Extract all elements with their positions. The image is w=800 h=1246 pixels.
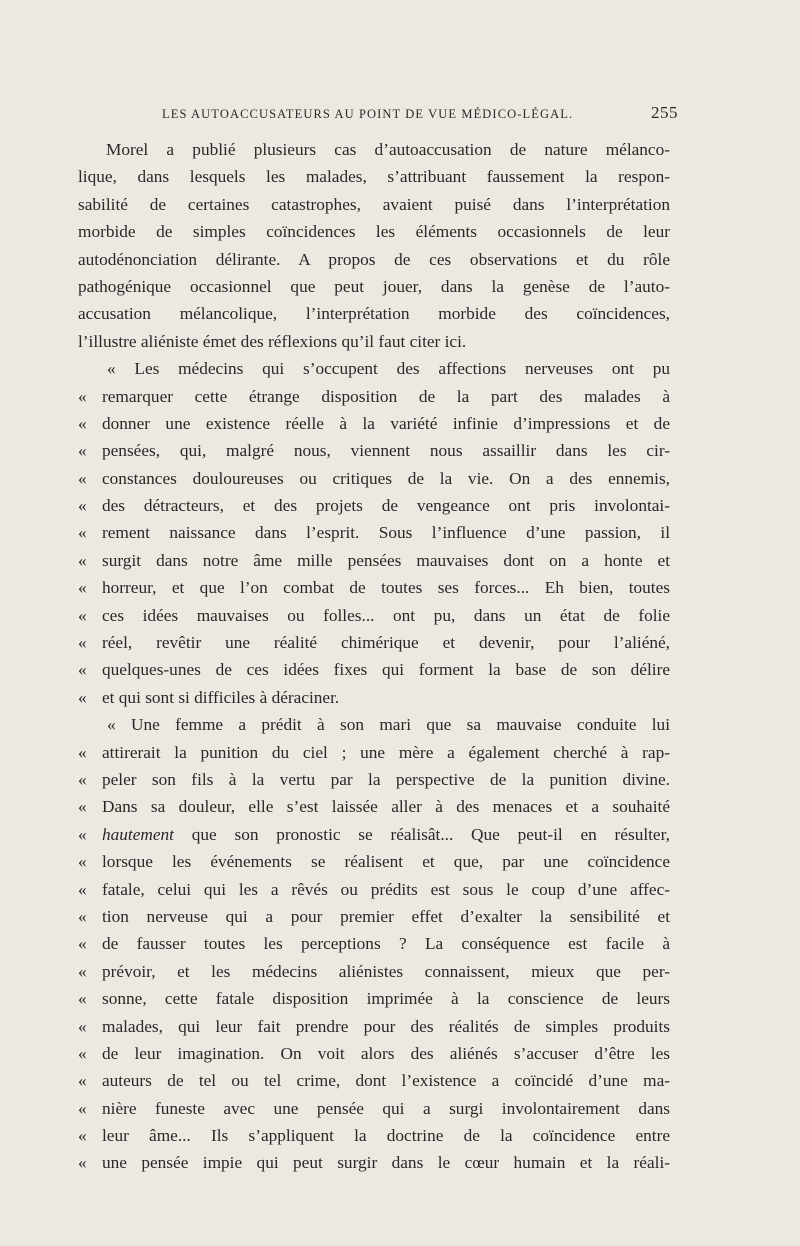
quote-line: « prévoir, et les médecins aliénistes connaissent, mieux que per-	[78, 958, 670, 985]
quote-line: « malades, qui leur fait prendre pour des réalités de simples produits	[78, 1013, 670, 1040]
quote-line: « horreur, et que l’on combat de toutes ses forces... Eh bien, toutes	[78, 574, 670, 601]
guillemet-mark: «	[78, 660, 87, 680]
guillemet-mark: «	[78, 989, 87, 1009]
italic-word: hautement	[102, 824, 174, 844]
page-number: 255	[651, 103, 678, 122]
quote-line: « constances douloureuses ou critiques de la vie. On a des ennemis,	[78, 465, 670, 492]
paragraph-line: pathogénique occasionnel que peut jouer, dans la genèse de l’auto-	[78, 276, 670, 296]
paragraph-line: lique, dans lesquels les malades, s’attribuant faussement la respon-	[78, 167, 670, 187]
quote-line: « attirerait la punition du ciel ; une mère a également cherché à rap-	[78, 739, 670, 766]
quote-line: « auteurs de tel ou tel crime, dont l’existence a coïncidé d’une ma-	[78, 1067, 670, 1094]
quote-line: « fatale, celui qui les a rêvés ou prédits est sous le coup d’une affec-	[78, 876, 670, 903]
quote-line: « lorsque les événements se réalisent et que, par une coïncidence	[78, 848, 670, 875]
quote-line: « hautement que son pronostic se réalisât... Que peut-il en résulter,	[78, 821, 670, 848]
paragraph-line: l’illustre aliéniste émet des réflexions qu’il faut citer ici.	[78, 331, 467, 351]
quote-line: « ces idées mauvaises ou folles... ont pu, dans un état de folie	[78, 602, 670, 629]
quote-line: « tion nerveuse qui a pour premier effet d’exalter la sensibilité et	[78, 903, 670, 930]
guillemet-mark: «	[78, 742, 87, 762]
guillemet-mark: «	[78, 687, 87, 707]
guillemet-mark: «	[78, 797, 87, 817]
running-title: LES AUTOACCUSATEURS AU POINT DE VUE MÉDICO-LÉGAL.	[162, 107, 574, 121]
quote-line: « de leur imagination. On voit alors des aliénés s’accuser d’être les	[78, 1040, 670, 1067]
quote-line: « quelques-unes de ces idées fixes qui forment la base de son délire	[78, 656, 670, 683]
guillemet-mark: «	[78, 633, 87, 653]
running-head	[78, 103, 678, 129]
quote-line: « et qui sont si difficiles à déraciner.	[78, 684, 670, 711]
paragraph-line: sabilité de certaines catastrophes, avaient puisé dans l’interprétation	[78, 194, 670, 214]
guillemet-mark: «	[78, 605, 87, 625]
quote-line: « de fausser toutes les perceptions ? La conséquence est facile à	[78, 930, 670, 957]
guillemet-mark: «	[78, 1043, 87, 1063]
guillemet-mark: «	[78, 550, 87, 570]
quote-line: « remarquer cette étrange disposition de la part des malades à	[78, 383, 670, 410]
guillemet-mark: «	[78, 386, 87, 406]
guillemet-mark: «	[78, 441, 87, 461]
quote-line: « donner une existence réelle à la variété infinie d’impressions et de	[78, 410, 670, 437]
guillemet-mark: «	[78, 1071, 87, 1091]
guillemet-mark: «	[78, 934, 87, 954]
guillemet-mark: «	[78, 1153, 87, 1173]
quote-line: « leur âme... Ils s’appliquent la doctrine de la coïncidence entre	[78, 1122, 670, 1149]
guillemet-mark: «	[78, 578, 87, 598]
guillemet-mark: «	[78, 413, 87, 433]
quote-line: « Les médecins qui s’occupent des affections nerveuses ont pu	[107, 359, 670, 379]
paragraph-line: autodénonciation délirante. A propos de ces observations et du rôle	[78, 249, 670, 269]
quote-line: « Une femme a prédit à son mari que sa mauvaise conduite lui	[107, 715, 670, 735]
guillemet-mark: «	[78, 824, 87, 844]
paragraph-line: Morel a publié plusieurs cas d’autoaccusation de nature mélanco-	[106, 140, 670, 159]
quote-line: « surgit dans notre âme mille pensées mauvaises dont on a honte et	[78, 547, 670, 574]
paragraph-line: accusation mélancolique, l’interprétation morbide des coïncidences,	[78, 304, 670, 324]
quote-line: « Dans sa douleur, elle s’est laissée aller à des menaces et a souhaité	[78, 793, 670, 820]
guillemet-mark: «	[78, 961, 87, 981]
guillemet-mark: «	[78, 523, 87, 543]
guillemet-mark: «	[78, 1016, 87, 1036]
quote-line: « réel, revêtir une réalité chimérique et devenir, pour l’aliéné,	[78, 629, 670, 656]
quote-line: « peler son fils à la vertu par la perspective de la punition divine.	[78, 766, 670, 793]
quote-line: « sonne, cette fatale disposition imprimée à la conscience de leurs	[78, 985, 670, 1012]
guillemet-mark: «	[78, 1126, 87, 1146]
guillemet-mark: «	[78, 879, 87, 899]
guillemet-mark: «	[78, 468, 87, 488]
quote-line: « une pensée impie qui peut surgir dans le cœur humain et la réali-	[78, 1149, 670, 1176]
guillemet-mark: «	[78, 852, 87, 872]
quote-line: « nière funeste avec une pensée qui a surgi involontairement dans	[78, 1095, 670, 1122]
quote-line: « rement naissance dans l’esprit. Sous l’influence d’une passion, il	[78, 519, 670, 546]
body-text	[78, 136, 670, 1177]
guillemet-mark: «	[78, 769, 87, 789]
guillemet-mark: «	[78, 906, 87, 926]
quote-line: « pensées, qui, malgré nous, viennent nous assaillir dans les cir-	[78, 437, 670, 464]
paragraph-line: morbide de simples coïncidences les éléments occasionnels de leur	[78, 222, 670, 242]
guillemet-mark: «	[78, 1098, 87, 1118]
guillemet-mark: «	[78, 496, 87, 516]
quote-line: « des détracteurs, et des projets de vengeance ont pris involontai-	[78, 492, 670, 519]
